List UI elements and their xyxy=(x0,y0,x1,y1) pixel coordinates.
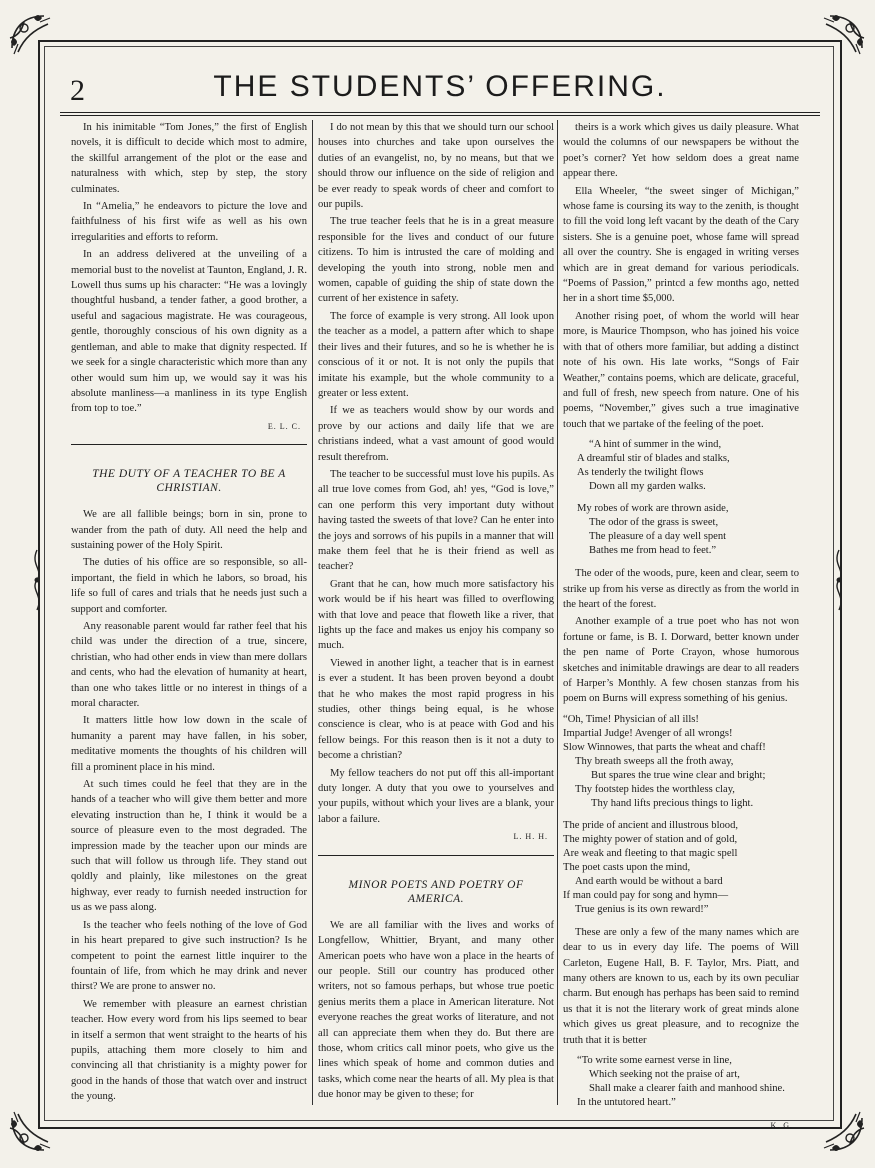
paragraph: Any reasonable parent would far rather feel that his child was under the direction of a true, sincere, christian, who had other ends in view than mere dollars and cents, who had the elevation of humanity at heart, than one who takes little or no interest in things of a moral character. xyxy=(71,620,307,709)
paragraph: The force of example is very strong. All look upon the teacher as a model, a pattern after which to shape their lives and their futures, and so he is whether he is conscious of it or not. It is not only the pupils that imitate his example, but the whole community to a greater or less extent. xyxy=(318,310,554,399)
paragraph: I do not mean by this that we should turn our school houses into churches and take upon ourselves the duties of an evangelist, no, by no means, but that we should throw our influence on the side of religion and be ever ready to speak words of cheer and comfort to our pupils. xyxy=(318,122,554,211)
paragraph: theirs is a work which gives us daily pleasure. What would the columns of our newspapers be without the poet’s corner? Yet how seldom does a great name appear there. xyxy=(563,122,799,180)
poem-line: Are weak and fleeting to that magic spell xyxy=(563,847,738,859)
column-3 xyxy=(563,120,799,1131)
poem-line: True genius is its own reward!” xyxy=(575,903,709,915)
paragraph: These are only a few of the many names which are dear to us in every day life. The poems of Will Carleton, Eugene Hall, B. F. Taylor, Mrs. Piatt, and many others are known to us, each by its own peculiar charm. But enough has perhaps has been said to remind us that it is not the literary work of great minds alone which gives us great pleasure, and to recognize the truth that it is better xyxy=(563,926,799,1046)
column-2 xyxy=(318,120,554,1110)
paragraph: In “Amelia,” he endeavors to picture the love and faithfulness of his first wife as well as his own irregularities and efforts to reform. xyxy=(71,201,307,243)
paragraph: Another rising poet, of whom the world will hear more, is Maurice Thompson, who has joined his voice with that of others more familiar, but adding a distinct note of his own. His late works, “Songs of Fair Weather,” contains poems, which are delicate, graceful, and full of fresh, new speech from nature. One of his poems, “November,” gives such a true imaginative touch that we partake of the feeling of the poet. xyxy=(563,310,799,430)
poem-line: Bathes me from head to feet.” xyxy=(589,545,717,557)
paragraph: Another example of a true poet who has not won fortune or fame, is B. I. Dorward, better known under the pen name of Porte Crayon, whose humorous sketches and inimitable drawings are dear to all readers of Harper’s Monthly. A few chosen stanzas from his poem on Burns will express something of his genius. xyxy=(563,616,799,705)
author-initials: K. G. xyxy=(770,1121,793,1131)
poem-line: As tenderly the twilight flows xyxy=(577,467,704,479)
poem-line: My robes of work are thrown aside, xyxy=(577,503,729,515)
poem-line: If man could pay for song and hymn— xyxy=(563,889,729,901)
poem-line: But spares the true wine clear and bright; xyxy=(591,769,766,781)
masthead xyxy=(60,64,820,110)
poem-line: A dreamful stir of blades and stalks, xyxy=(577,453,730,465)
publication-title: THE STUDENTS’ OFFERING. xyxy=(213,70,667,103)
corner-ornament-bottom-left xyxy=(4,1098,64,1158)
paragraph: The teacher to be successful must love his pupils. As all true love comes from God, ah! yes, “God is love,” can one perform this very important duty without having tasted the sweets of that love? Can he enter into the joys and sorrows of his pupils in a manner that will make them feel that he is their friend as well as teacher? xyxy=(318,468,554,573)
poem-line: In the untutored heart.” xyxy=(577,1097,676,1109)
corner-ornament-top-left xyxy=(4,8,64,68)
poem-line: “Oh, Time! Physician of all ills! xyxy=(563,713,699,725)
poem-closing xyxy=(577,1054,799,1110)
paragraph: In an address delivered at the unveiling of a memorial bust to the novelist at Taunton, England, J. R. Lowell thus sums up his character: “He was a lovingly thoughtful husband, a tender father, a good brother, a useful and sagacious magistrate. He was courageous, gentle, thoroughly conscious of his own dignity as a gentleman, and able to make that dignity respected. If we seek for a single characteristic which more than any other would sum him up, we would say it was his absolute manliness—a manliness in its type English from top to toe.” xyxy=(71,249,307,415)
paragraph: It matters little how low down in the scale of humanity a parent may have fallen, in his sober, meditative moments the thoughts of his children will fill a prominent place in his mind. xyxy=(71,715,307,773)
author-initials: E. L. C. xyxy=(267,421,301,431)
corner-ornament-top-right xyxy=(810,8,870,68)
poem-burns xyxy=(563,713,799,917)
page-number: 2 xyxy=(70,74,85,107)
poem-line: Shall make a clearer faith and manhood shine. xyxy=(589,1083,785,1095)
paragraph: The true teacher feels that he is in a great measure responsible for the lives and conduct of our future citizens. To him is intrusted the care of molding and developing the youth into strong, noble men and women, capable of guiding the ship of state down the current of her existence in safety. xyxy=(318,216,554,305)
article-heading: MINOR POETS AND POETRY OF AMERICA. xyxy=(348,878,524,905)
poem-line: The pleasure of a day well spent xyxy=(589,531,727,543)
article-separator xyxy=(318,855,554,856)
poem-line: Impartial Judge! Avenger of all wrongs! xyxy=(563,727,733,739)
paragraph: We remember with pleasure an earnest christian teacher. How every word from his lips seemed to bear in itself a sermon that went straight to the hearts of his pupils, attaching them more closely to him and convincing all that christianity is a mighty power for good in the hands of those that watch over and instruct the young. xyxy=(71,998,307,1103)
paragraph: Viewed in another light, a teacher that is in earnest is ever a student. It has been proven beyond a doubt that he who makes the most rapid progress in his studies, other things being equal, is he whose conscience is clear, who is at peace with God and his fellow beings. For this reason then is it not a duty to become a christian? xyxy=(318,657,554,762)
header-rule-secondary xyxy=(60,115,820,116)
column-divider xyxy=(312,120,313,1105)
poem-line: The poet casts upon the mind, xyxy=(563,861,691,873)
paragraph: Is the teacher who feels nothing of the love of God in his heart prepared to give such instruction? Is he competent to point the earnest little inquirer to the fountain of life, from which he may drink and never thirst? We are prone to answer no. xyxy=(71,919,307,993)
author-initials: L. H. H. xyxy=(513,832,548,842)
article-separator xyxy=(71,444,307,445)
poem-line: The pride of ancient and illustrous blood, xyxy=(563,819,739,831)
paragraph: We are all fallible beings; born in sin, prone to wander from the path of duty. All need the help and sustaining power of the Holy Spirit. xyxy=(71,509,307,551)
paragraph: The oder of the woods, pure, keen and clear, seem to strike up from his verse as directly as from the world in the heart of the forest. xyxy=(563,568,799,610)
side-ornament-left xyxy=(30,550,44,610)
paragraph: Ella Wheeler, “the sweet singer of Michigan,” whose fame is coursing its way to the zenith, is thought to fill the void long left vacant by the death of the Cary sisters. She is a genuine poet, whose fame will spread all over the country. She is engaged in writing verses which are in great demand for various periodicals. “Poems of Passion,” printcd a few months ago, netted her in a short time $5,000. xyxy=(563,185,799,305)
poem-line: Thy breath sweeps all the froth away, xyxy=(575,755,734,767)
poem-line: The mighty power of station and of gold, xyxy=(563,833,738,845)
side-ornament-right xyxy=(832,550,846,610)
corner-ornament-bottom-right xyxy=(810,1098,870,1158)
column-1 xyxy=(71,120,307,1110)
poem-line: “A hint of summer in the wind, xyxy=(589,439,722,451)
poem-line: The odor of the grass is sweet, xyxy=(589,517,719,529)
column-divider xyxy=(557,120,558,1105)
paragraph: In his inimitable “Tom Jones,” the first of English novels, it is difficult to decide which most to admire, the skillful arrangement of the plot or the ease and naturalness with which, step by step, the story culminates. xyxy=(71,122,307,195)
paragraph: At such times could he feel that they are in the hands of a teacher who will give them better and more elevating instruction than he, I think it would be a source of pleasure even to the most degraded. The impression made by the teacher upon our minds are such that will follow us through life. They stand out qoldly and plainly, like milestones on the great highway, ever ready to furnish needed instruction for us as we pass along. xyxy=(71,779,307,914)
paragraph: We are all familiar with the lives and works of Longfellow, Whittier, Bryant, and many other American poets who have won a place in the hearts of our people. Still our country has produced other writers, not so famous perhaps, but whose true poetic genius merits them a place in American literature. Not everyone reaches the great works of literature, and not all can appreciate them when they do. But there are those, whom critics call minor poets, who give us the lines which speak of home and common duties and tasks, which come near the hearts of all. My plea is that due honor may be given to these; for xyxy=(318,919,554,1101)
poem-november xyxy=(577,438,799,558)
paragraph: My fellow teachers do not put off this all-important duty longer. A duty that you owe to yourselves and your pupils, without which your lives are a blank, your labor a failure. xyxy=(318,767,554,825)
poem-line: Thy hand lifts precious things to light. xyxy=(591,797,754,809)
paragraph: If we as teachers would show by our words and prove by our actions and daily life that we are christians indeed, what a vast amount of good would result therefrom. xyxy=(318,405,554,463)
poem-line: Slow Winnowes, that parts the wheat and chaff! xyxy=(563,741,766,753)
paragraph: Grant that he can, how much more satisfactory his work would be if his heart was filled to overflowing with that love and peace that floweth like a river, that lights up the face and makes us enjoy his company so much. xyxy=(318,578,554,652)
poem-line: Down all my garden walks. xyxy=(589,481,706,493)
poem-line: Thy footstep hides the worthless clay, xyxy=(575,783,735,795)
poem-line: Which seeking not the praise of art, xyxy=(589,1069,740,1081)
paragraph: The duties of his office are so responsible, so all-important, the field in which he labors, so broad, his life so full of cares and trials that he needs just such a support and comforter. xyxy=(71,557,307,615)
poem-line: And earth would be without a bard xyxy=(575,875,723,887)
article-heading: THE DUTY OF A TEACHER TO BE A CHRISTIAN. xyxy=(92,468,286,495)
header-rule xyxy=(60,112,820,113)
poem-line: “To write some earnest verse in line, xyxy=(577,1055,732,1067)
